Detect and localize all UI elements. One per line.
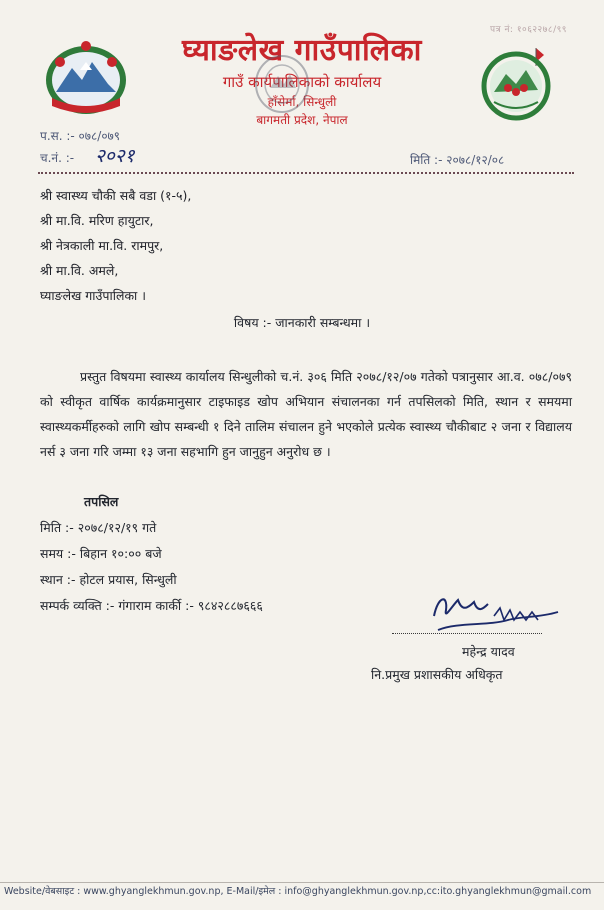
patra-sankhya: प.स. :- ०७८/०७९ [40, 129, 121, 143]
chalani-number-handwritten: २०२१ [95, 145, 135, 167]
recipient-line: श्री नेत्रकाली मा.वि. रामपुर, [40, 238, 164, 253]
letter-subject: विषय :- जानकारी सम्बन्धमा । [233, 315, 371, 330]
signature-line [392, 633, 542, 634]
detail-item: सम्पर्क व्यक्ति :- गंगाराम कार्की :- ९८४२८८७६६६ [40, 598, 263, 613]
footer-contact: Website/वेबसाइट : www.ghyanglekhmun.gov.np, E-Mail/इमेल : info@ghyanglekhmun.gov.np,cc:ito.ghyanglekhmun@gmail.com [4, 886, 592, 897]
letter-body: प्रस्तुत विषयमा स्वास्थ्य कार्यालय सिन्धुलीको च.नं. ३०६ मिति २०७८/१२/०७ गतेको पत्रानुसार आ.व. ०७८/०७९ को स्वीकृत वार्षिक कार्यक्रमानुसार टाइफाइड खोप अभियान संचालनका गर्न तपसिलको मिति, स्थान र समयमा स्वास्थ्यकर्मीहरुको लागि खोप सम्बन्धी १ दिने तालिम संचालन हुने भएकोले प्रत्येक स्वास्थ्य चौकीबाट २ जना र विद्यालय नर्स ३ जना गरि जम्मा १३ जना सहभागि हुन जानुहुन अनुरोध छ । [40, 369, 572, 459]
detail-item: मिति :- २०७८/१२/१९ गते [40, 520, 157, 535]
detail-item: समय :- बिहान १०:०० बजे [40, 546, 162, 561]
handwritten-signature-icon [418, 586, 568, 640]
header-divider [38, 172, 574, 174]
details-heading: तपसिल [84, 494, 119, 509]
address-line-2: बागमती प्रदेश, नेपाल [256, 113, 348, 127]
municipality-title: घ्याङलेख गाउँपालिका [182, 33, 422, 68]
office-subtitle: गाउँ कार्यपालिकाको कार्यालय [222, 73, 382, 91]
recipient-line: घ्याङलेख गाउँपालिका । [40, 288, 146, 303]
letter-date: मिति :- २०७८/१२/०८ [410, 153, 505, 167]
chalani-label: च.नं. :- [40, 151, 75, 165]
detail-item: स्थान :- होटल प्रयास, सिन्धुली [40, 572, 177, 587]
footer-divider [0, 882, 604, 883]
signatory-title: नि.प्रमुख प्रशासकीय अधिकृत [371, 667, 503, 682]
recipient-line: श्री मा.वि. अमले, [40, 263, 119, 278]
recipient-line: श्री मा.वि. मरिण हायुटार, [40, 213, 154, 228]
office-stamp-icon [252, 52, 312, 116]
address-line-1: हाँसेर्मा, सिन्धुली [267, 95, 337, 109]
signatory-name: महेन्द्र यादव [462, 644, 515, 659]
recipient-line: श्री स्वास्थ्य चौकी सबै वडा (१-५), [40, 188, 192, 203]
top-stamp-number: पत्र नं: १०६२२७८/९९ [490, 25, 567, 35]
